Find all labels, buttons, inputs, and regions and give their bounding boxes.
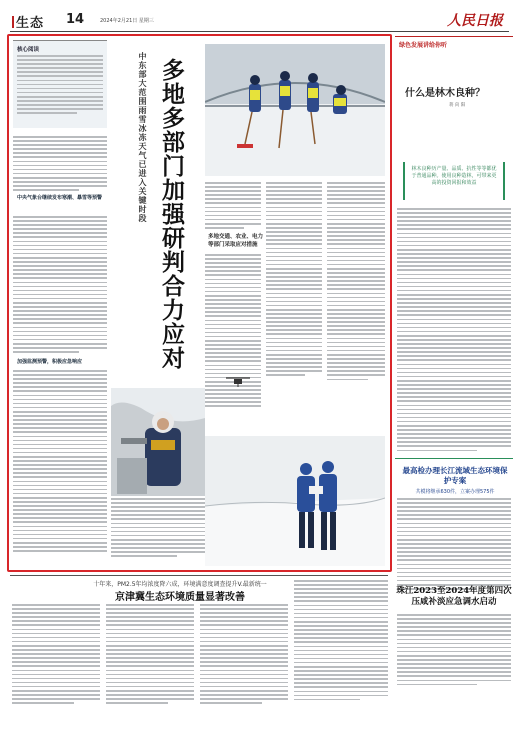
drone-icon bbox=[224, 374, 252, 388]
mid-body-4 bbox=[327, 182, 385, 383]
bottom-kicker: 十年来，PM2.5年均浓度降六成，环境满意度调查提升V.最新统一 bbox=[93, 581, 267, 588]
photo-bridge-workers bbox=[205, 44, 385, 176]
mid-body-3 bbox=[266, 182, 322, 379]
green-divider bbox=[395, 458, 513, 459]
left-body-1 bbox=[13, 136, 107, 193]
left-column bbox=[13, 40, 107, 568]
photo-ice-worker bbox=[111, 388, 205, 496]
page-number: 14 bbox=[66, 12, 85, 27]
essay-title: 什么是林木良种？ bbox=[405, 88, 485, 99]
story-title: 最高检办理长江流域生态环境保护专案 bbox=[402, 466, 508, 485]
masthead bbox=[10, 10, 509, 32]
issue-date: 2024年2月21日 星期三 bbox=[100, 18, 154, 24]
right-body-1 bbox=[397, 208, 511, 454]
bottom-rule bbox=[10, 575, 388, 576]
left-body-2 bbox=[13, 216, 107, 355]
bridge-scene-icon bbox=[205, 44, 385, 176]
bottom-body-2 bbox=[106, 604, 194, 706]
article-headline: 多地多部门加强研判合力应对 bbox=[158, 58, 185, 370]
mid-body-1 bbox=[205, 182, 261, 231]
article-subtitle: 中东部大范围雨雪冰冻天气已进入关键时段 bbox=[138, 52, 147, 223]
bottom-headline: 京津冀生态环境质量显著改善 bbox=[115, 592, 245, 603]
right-body-2 bbox=[397, 498, 511, 592]
section-bar-icon bbox=[12, 16, 14, 28]
summary-box bbox=[13, 40, 107, 128]
bottom-right-headline: 珠江2023至2024年度第四次压咸补淡应急调水启动 bbox=[396, 586, 512, 607]
summary-text bbox=[17, 55, 103, 116]
bottom-right-body bbox=[397, 614, 511, 688]
ice-worker-scene-icon bbox=[111, 388, 205, 496]
subhead-3: 多地交通、农业、电力等部门采取应对措施 bbox=[208, 234, 264, 248]
newspaper-logo: 人民日报 bbox=[447, 13, 503, 29]
bottom-body-4 bbox=[294, 580, 388, 703]
right-column bbox=[395, 36, 513, 576]
snow-field-scene-icon bbox=[205, 436, 385, 566]
left-body-3 bbox=[13, 370, 107, 554]
right-section-label: 绿色发展讲给你听 bbox=[395, 36, 513, 50]
subhead-2: 加强监测预警，积极应急响应 bbox=[17, 359, 83, 365]
section-name bbox=[12, 12, 44, 31]
bottom-body-1 bbox=[12, 604, 100, 706]
subhead-1: 中央气象台继续发布寒潮、暴雪等预警 bbox=[17, 195, 103, 201]
section-label: 生态 bbox=[16, 16, 45, 31]
bottom-body-3 bbox=[200, 604, 288, 706]
quote-box: 林木良种历产量、品质、抗性等等都优于普通品种。使用良种造林，可带来更高的投资回报和效益 bbox=[403, 162, 505, 200]
mid-body-5 bbox=[111, 498, 205, 559]
photo-snow-field bbox=[205, 436, 385, 566]
story-subtitle: 共模将继承630件，立案办理575件 bbox=[415, 489, 495, 495]
essay-author: 蒋 向 阳 bbox=[449, 103, 466, 108]
summary-title: 核心阅读 bbox=[17, 47, 40, 53]
